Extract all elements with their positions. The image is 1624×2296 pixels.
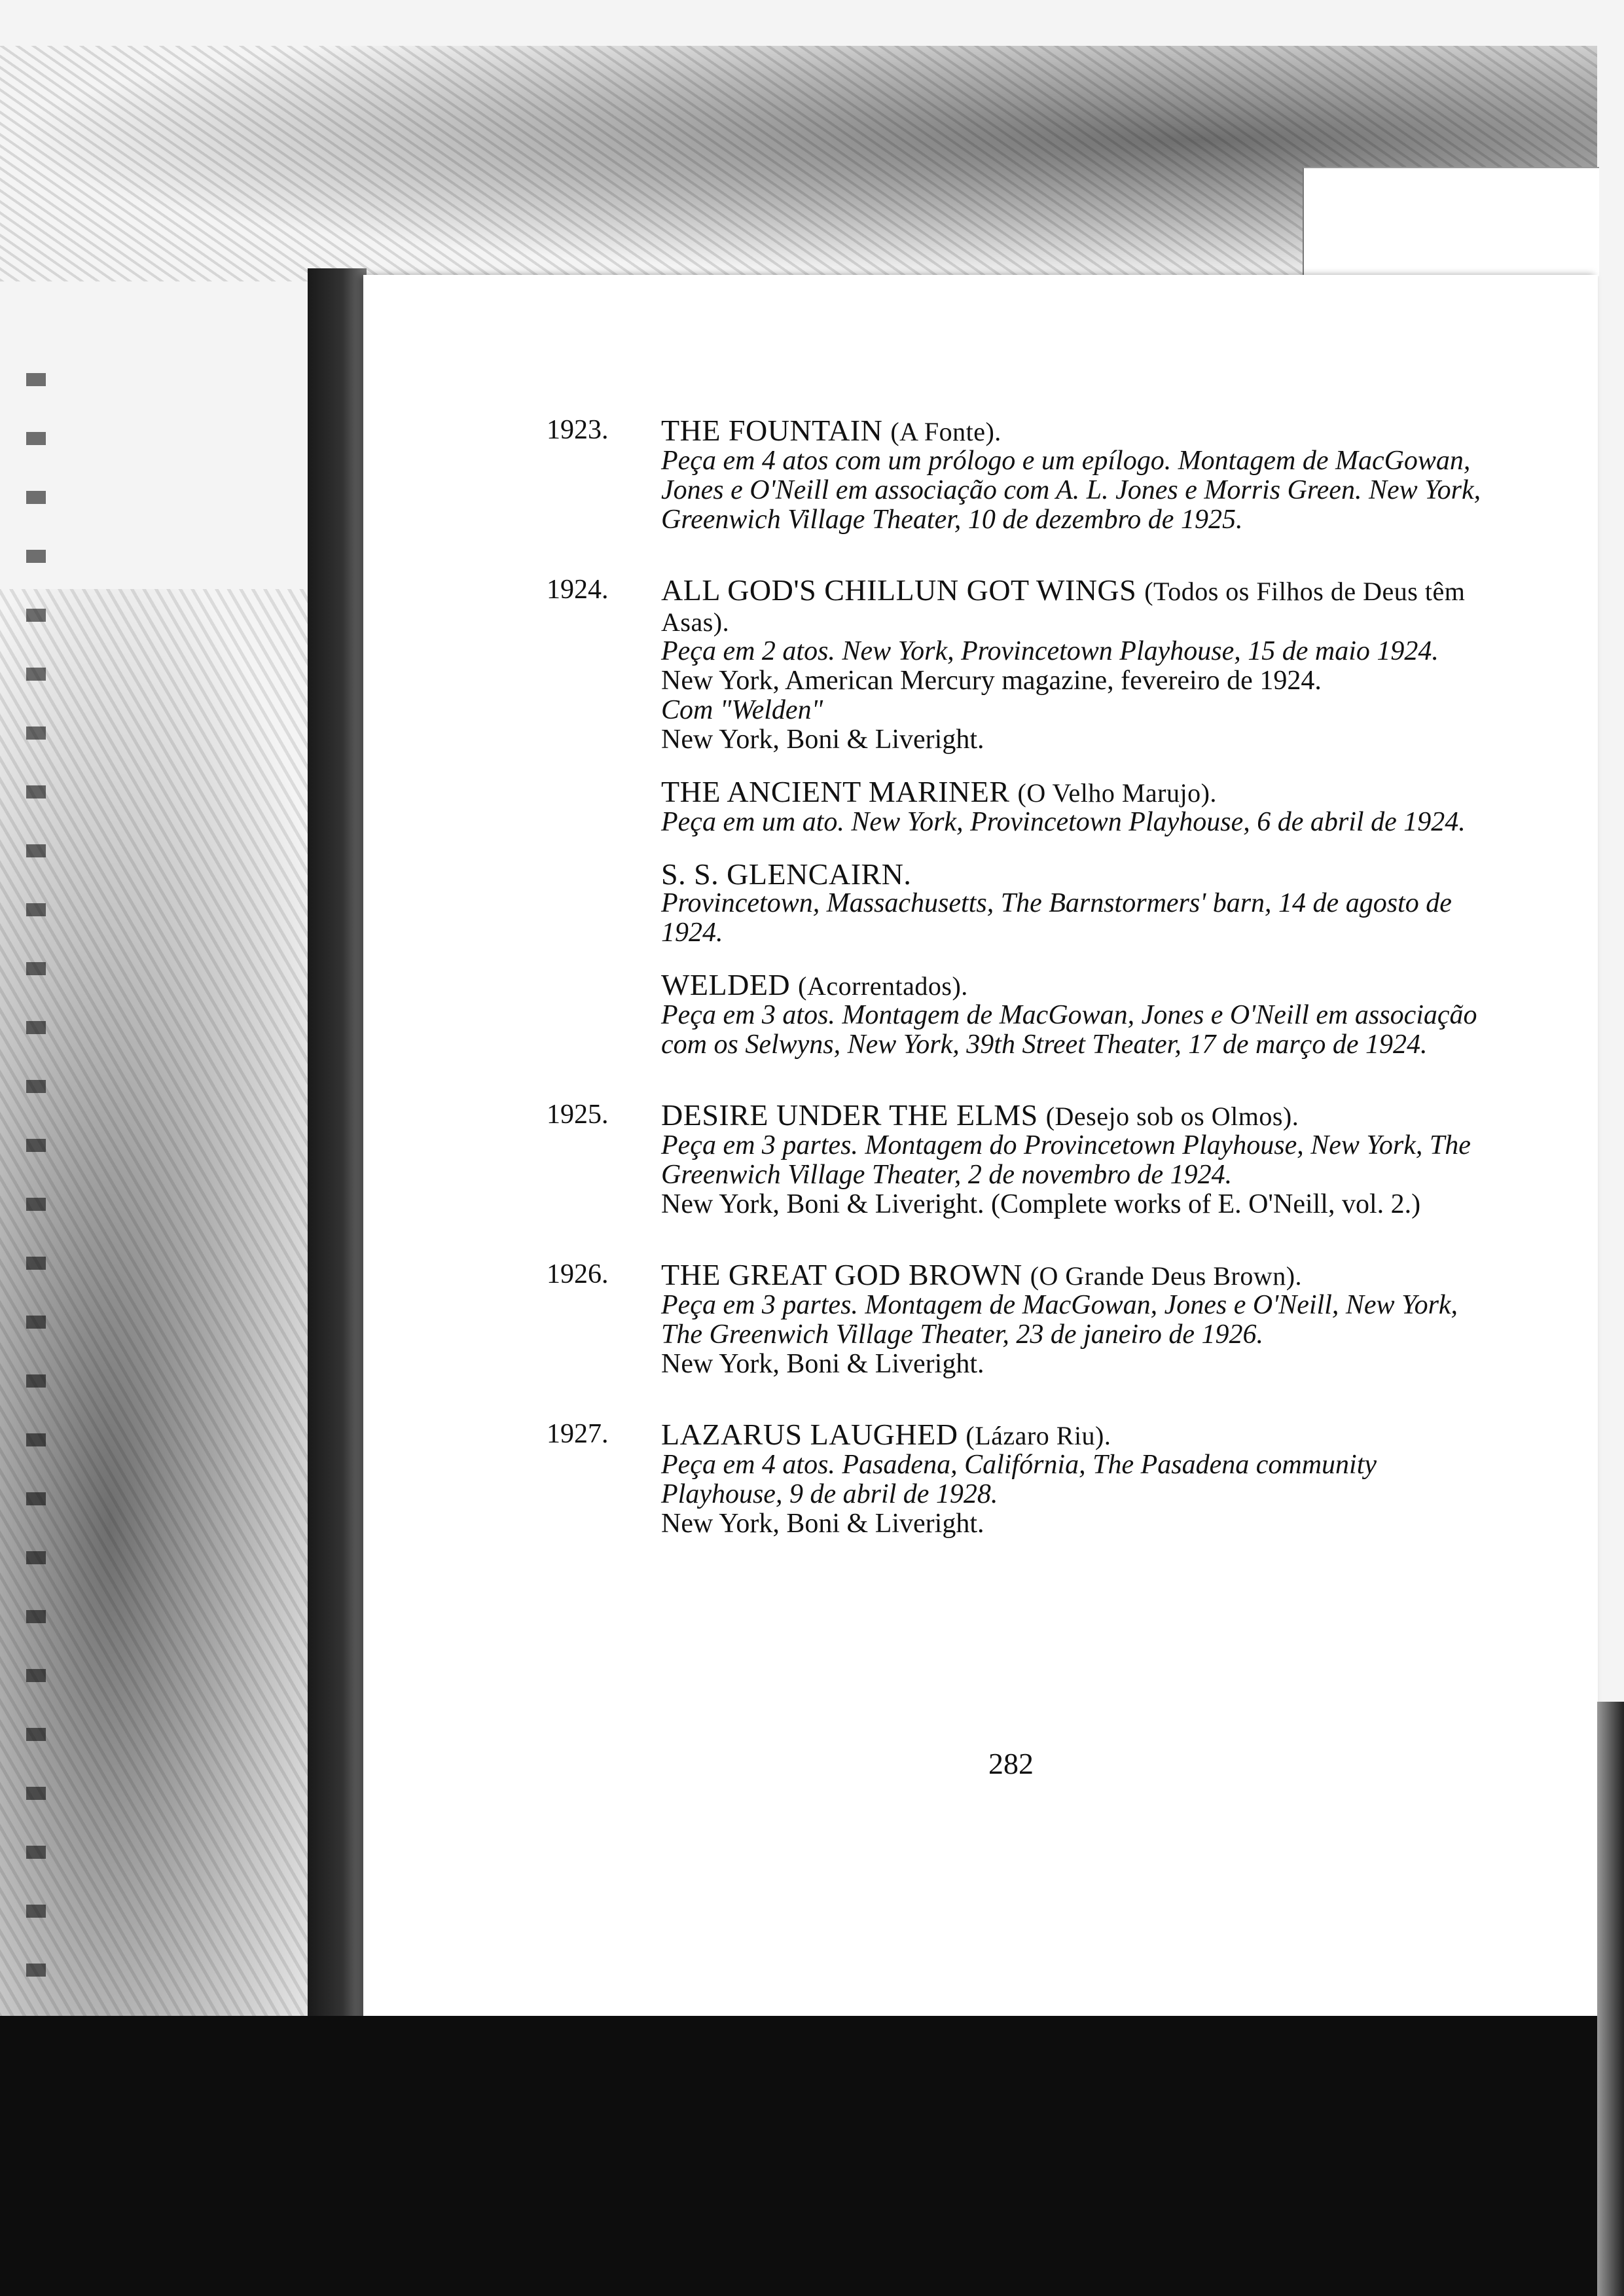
entry-year: 1927. (547, 1419, 609, 1449)
work-title: WELDED (661, 968, 791, 1001)
work-title-line (661, 970, 1496, 1001)
binding-holes (26, 327, 46, 2258)
bibliography-entry (547, 1258, 1496, 1379)
bibliography-entry (547, 1418, 1496, 1539)
work-item (661, 416, 1496, 535)
work-title-line (661, 416, 1496, 446)
page-number: 282 (988, 1747, 1034, 1780)
work-title: ALL GOD'S CHILLUN GOT WINGS (661, 573, 1137, 607)
work-title-portuguese: (A Fonte). (890, 417, 1001, 446)
work-title: LAZARUS LAUGHED (661, 1418, 958, 1451)
work-detail-line: New York, Boni & Liveright. (661, 725, 984, 755)
work-title: DESIRE UNDER THE ELMS (661, 1098, 1038, 1132)
work-title-portuguese: (O Velho Marujo). (1017, 778, 1217, 808)
work-title-portuguese: (Todos os Filhos de Deus têm Asas). (661, 577, 1466, 637)
work-detail-line: Peça em 2 atos. New York, Provincetown Playhouse, 15 de maio 1924. (661, 636, 1439, 666)
work-item (661, 1420, 1496, 1539)
work-title-line (661, 1100, 1496, 1131)
book-spine-shadow (308, 268, 367, 2036)
entry-year: 1924. (547, 575, 609, 605)
scan-dark-right-edge (1597, 1702, 1624, 2296)
work-detail-line: New York, Boni & Liveright. (661, 1509, 984, 1539)
work-title-portuguese: (Desejo sob os Olmos). (1045, 1102, 1299, 1131)
work-title-line (661, 777, 1496, 808)
work-item (661, 575, 1496, 755)
paper-tab-corner (1303, 167, 1599, 276)
work-detail-line: New York, Boni & Liveright. (661, 1349, 984, 1379)
work-title-line (661, 859, 1496, 889)
work-item (661, 859, 1496, 948)
work-item (661, 1260, 1496, 1379)
work-detail-line: Peça em 4 atos. Pasadena, Califórnia, The Pasadena community Playhouse, 9 de abril de 1928. (661, 1450, 1377, 1509)
work-detail-line: Provincetown, Massachusetts, The Barnstormers' barn, 14 de agosto de 1924. (661, 888, 1452, 948)
work-title-line (661, 575, 1496, 637)
entry-year: 1923. (547, 415, 609, 445)
work-detail-line: Peça em 3 partes. Montagem do Provincetown Playhouse, New York, The Greenwich Village Theater, 2 de novembro de 1924. (661, 1130, 1471, 1190)
bibliography-list (547, 414, 1496, 1579)
work-title-portuguese: (O Grande Deus Brown). (1030, 1261, 1303, 1291)
work-item (661, 777, 1496, 837)
work-detail-line: Com "Welden" (661, 695, 823, 725)
work-title: THE ANCIENT MARINER (661, 775, 1010, 808)
bibliography-entry (547, 414, 1496, 535)
work-title: THE GREAT GOD BROWN (661, 1258, 1022, 1291)
work-detail-line: Peça em 3 partes. Montagem de MacGowan, Jones e O'Neill, New York, The Greenwich Village Theater, 23 de janeiro de 1926. (661, 1290, 1458, 1350)
work-detail-line: Peça em 4 atos com um prólogo e um epílogo. Montagem de MacGowan, Jones e O'Neill em associação com A. L. Jones e Morris Green. New York, Greenwich Village Theater, 10 de dezembro de 1925. (661, 446, 1481, 535)
work-detail-line: New York, Boni & Liveright. (Complete works of E. O'Neill, vol. 2.) (661, 1189, 1421, 1219)
entry-year: 1926. (547, 1259, 609, 1289)
work-title: THE FOUNTAIN (661, 414, 883, 447)
work-detail-line: Peça em um ato. New York, Provincetown Playhouse, 6 de abril de 1924. (661, 807, 1466, 837)
work-item (661, 1100, 1496, 1219)
work-detail-line: Peça em 3 atos. Montagem de MacGowan, Jones e O'Neill em associação com os Selwyns, New York, 39th Street Theater, 17 de março de 1924. (661, 1000, 1477, 1060)
work-title-line (661, 1420, 1496, 1450)
work-detail-line: New York, American Mercury magazine, fevereiro de 1924. (661, 666, 1322, 696)
bibliography-entry (547, 1098, 1496, 1219)
scan-dark-bottom (0, 2016, 1624, 2296)
bibliography-entry (547, 573, 1496, 1060)
entry-year: 1925. (547, 1100, 609, 1130)
work-title-portuguese: (Lázaro Riu). (965, 1421, 1111, 1450)
work-item (661, 970, 1496, 1060)
work-title: S. S. GLENCAIRN. (661, 857, 912, 891)
work-title-line (661, 1260, 1496, 1291)
work-title-portuguese: (Acorrentados). (798, 971, 968, 1001)
